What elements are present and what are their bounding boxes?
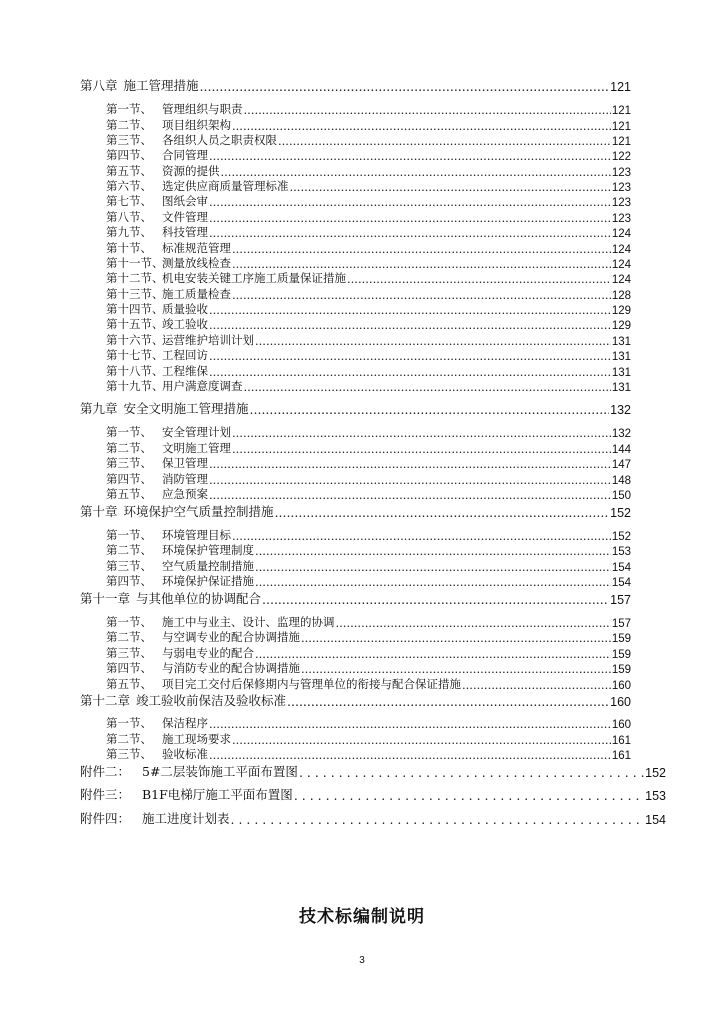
toc-entry-number: 附件四： <box>80 811 131 826</box>
toc-dot-leader <box>209 457 611 471</box>
toc-entry-page: 147 <box>611 459 631 471</box>
toc-entry-number: 第一节、 <box>106 615 152 629</box>
toc-entry-page: 124 <box>611 259 631 271</box>
toc-entry-number: 第十四节、 <box>106 302 164 316</box>
toc-section-entry[interactable] <box>106 255 631 271</box>
toc-dot-leader <box>287 694 609 709</box>
toc-dot-leader <box>209 748 611 762</box>
toc-entry-title: 竣工验收前保洁及验收标准 <box>136 693 287 708</box>
toc-entry-page: 153 <box>645 789 666 803</box>
toc-dot-leader <box>209 149 611 163</box>
toc-section-entry[interactable] <box>106 286 631 302</box>
toc-section-entry[interactable] <box>106 132 631 148</box>
toc-entry-number: 附件二： <box>80 764 131 779</box>
toc-dot-leader <box>209 226 611 240</box>
toc-entry-page: 121 <box>611 136 631 148</box>
toc-section-entry[interactable] <box>106 147 631 163</box>
toc-entry-page: 153 <box>611 546 631 558</box>
toc-section-entry[interactable] <box>106 163 631 179</box>
toc-section-entry[interactable] <box>106 193 631 209</box>
toc-entry-title: 施工进度计划表 <box>142 811 230 826</box>
toc-dot-leader <box>209 349 611 363</box>
toc-dot-leader <box>255 647 611 661</box>
toc-entry-page: 152 <box>645 766 666 780</box>
toc-dot-leader <box>209 365 611 379</box>
toc-attachment-entry[interactable] <box>80 785 666 803</box>
toc-section-entry[interactable] <box>106 101 631 117</box>
toc-dot-leader <box>200 79 610 94</box>
page-number: 3 <box>359 955 365 966</box>
toc-section-entry[interactable] <box>106 731 631 747</box>
toc-entry-title: 机电安装关键工序施工质量保证措施 <box>162 271 346 285</box>
toc-section-entry[interactable] <box>106 224 631 240</box>
toc-dot-leader <box>209 488 611 502</box>
toc-section-entry[interactable] <box>106 471 631 487</box>
toc-entry-number: 第十二章 <box>80 693 131 708</box>
toc-section-entry[interactable] <box>106 240 631 256</box>
toc-entry-title: 施工质量检查 <box>162 287 231 301</box>
toc-dot-leader <box>209 318 611 332</box>
toc-section-entry[interactable] <box>106 629 631 645</box>
toc-section-entry[interactable] <box>106 746 631 762</box>
toc-entry-title: 各组织人员之职责权限 <box>162 133 277 147</box>
toc-entry-page: 124 <box>611 244 631 256</box>
toc-dot-leader <box>250 402 610 417</box>
toc-entry-number: 第十九节、 <box>106 379 164 393</box>
toc-entry-number: 第二节、 <box>106 543 152 557</box>
toc-dot-leader <box>209 473 611 487</box>
toc-entry-title: 工程维保 <box>162 364 208 378</box>
toc-entry-title: 项目组织架构 <box>162 118 231 132</box>
toc-entry-number: 第十二节、 <box>106 271 164 285</box>
toc-entry-title: 安全管理计划 <box>162 425 231 439</box>
toc-dot-leader <box>221 165 611 179</box>
toc-entry-number: 第五节、 <box>106 164 152 178</box>
toc-section-entry[interactable] <box>106 301 631 317</box>
toc-section-entry[interactable] <box>106 573 631 589</box>
toc-chapter-entry[interactable] <box>80 691 631 709</box>
toc-entry-number: 第七节、 <box>106 194 152 208</box>
toc-entry-title: 与弱电专业的配合 <box>162 646 254 660</box>
toc-dot-leader <box>209 303 611 317</box>
toc-entry-page: 160 <box>610 695 631 709</box>
toc-entry-title: 运营维护培训计划 <box>162 333 254 347</box>
toc-entry-page: 128 <box>611 290 631 302</box>
toc-section-entry[interactable] <box>106 332 631 348</box>
toc-entry-number: 附件三： <box>80 787 131 802</box>
toc-dot-leader <box>255 575 611 589</box>
toc-section-entry[interactable] <box>106 209 631 225</box>
toc-entry-title: 质量验收 <box>162 302 208 316</box>
toc-entry-page: 152 <box>611 531 631 543</box>
toc-entry-page: 131 <box>611 351 631 363</box>
toc-entry-page: 132 <box>610 403 631 417</box>
toc-entry-page: 123 <box>611 167 631 179</box>
toc-entry-number: 第一节、 <box>106 716 152 730</box>
toc-entry-number: 第二节、 <box>106 118 152 132</box>
toc-entry-page: 154 <box>611 577 631 589</box>
toc-dot-leader <box>231 812 645 827</box>
toc-entry-title: 合同管理 <box>162 148 208 162</box>
toc-dot-leader <box>262 592 609 607</box>
toc-section-entry[interactable] <box>106 347 631 363</box>
toc-section-entry[interactable] <box>106 527 631 543</box>
toc-dot-leader <box>209 195 611 209</box>
toc-dot-leader <box>232 733 611 747</box>
toc-entry-number: 第十一章 <box>80 591 131 606</box>
toc-section-entry[interactable] <box>106 363 631 379</box>
toc-entry-title: 环境管理目标 <box>162 528 231 542</box>
toc-chapter-entry[interactable] <box>80 502 631 520</box>
toc-dot-leader <box>294 788 644 803</box>
toc-dot-leader <box>244 380 611 394</box>
toc-entry-page: 121 <box>610 80 631 94</box>
toc-entry-number: 第四节、 <box>106 472 152 486</box>
toc-entry-page: 157 <box>610 593 631 607</box>
toc-entry-title: 竣工验收 <box>162 317 208 331</box>
toc-dot-leader <box>244 103 611 117</box>
toc-section-entry[interactable] <box>106 117 631 133</box>
toc-entry-page: 121 <box>611 105 631 117</box>
toc-entry-title: 与消防专业的配合协调措施 <box>162 661 300 675</box>
toc-entry-title: 文明施工管理 <box>162 441 231 455</box>
toc-entry-number: 第三节、 <box>106 133 152 147</box>
toc-dot-leader <box>232 442 611 456</box>
toc-entry-page: 160 <box>611 680 631 692</box>
toc-entry-number: 第十八节、 <box>106 364 164 378</box>
toc-entry-title: 空气质量控制措施 <box>162 559 254 573</box>
toc-entry-title: 环境保护空气质量控制措施 <box>123 504 274 519</box>
toc-chapter-entry[interactable] <box>80 399 631 417</box>
toc-entry-page: 131 <box>611 336 631 348</box>
toc-entry-page: 159 <box>611 664 631 676</box>
toc-entry-number: 第九章 <box>80 401 118 416</box>
toc-entry-page: 131 <box>611 382 631 394</box>
toc-dot-leader <box>462 678 611 692</box>
toc-entry-title: 资源的提供 <box>162 164 220 178</box>
toc-entry-title: 标准规范管理 <box>162 241 231 255</box>
toc-entry-title: B1F电梯厅施工平面布置图 <box>142 787 293 802</box>
toc-section-entry[interactable] <box>106 424 631 440</box>
toc-section-entry[interactable] <box>106 660 631 676</box>
toc-entry-number: 第一节、 <box>106 102 152 116</box>
toc-attachment-entry[interactable] <box>80 762 666 780</box>
toc-dot-leader <box>232 119 611 133</box>
toc-entry-title: 选定供应商质量管理标准 <box>162 179 289 193</box>
toc-entry-title: 科技管理 <box>162 225 208 239</box>
toc-entry-page: 161 <box>611 735 631 747</box>
toc-entry-title: 保洁程序 <box>162 716 208 730</box>
toc-section-entry[interactable] <box>106 645 631 661</box>
toc-section-entry[interactable] <box>106 715 631 731</box>
toc-entry-number: 第十章 <box>80 504 118 519</box>
toc-attachment-entry[interactable] <box>80 809 666 827</box>
toc-dot-leader <box>299 765 644 780</box>
toc-dot-leader <box>278 134 611 148</box>
toc-entry-page: 124 <box>611 274 631 286</box>
toc-entry-number: 第十七节、 <box>106 348 164 362</box>
toc-entry-number: 第十节、 <box>106 241 152 255</box>
toc-entry-number: 第二节、 <box>106 441 152 455</box>
toc-entry-page: 121 <box>611 121 631 133</box>
toc-entry-title: 环境保护保证措施 <box>162 574 254 588</box>
toc-entry-number: 第一节、 <box>106 425 152 439</box>
toc-dot-leader <box>232 242 611 256</box>
toc-dot-leader <box>290 180 611 194</box>
toc-entry-number: 第九节、 <box>106 225 152 239</box>
toc-entry-title: 与其他单位的协调配合 <box>136 591 262 606</box>
toc-entry-title: 用户满意度调查 <box>162 379 243 393</box>
toc-entry-title: 图纸会审 <box>162 194 208 208</box>
toc-entry-number: 第六节、 <box>106 179 152 193</box>
toc-chapter-entry[interactable] <box>80 589 631 607</box>
toc-entry-page: 154 <box>611 562 631 574</box>
toc-entry-number: 第八节、 <box>106 210 152 224</box>
toc-entry-title: 施工中与业主、设计、监理的协调 <box>162 615 335 629</box>
toc-entry-title: 与空调专业的配合协调措施 <box>162 630 300 644</box>
toc-entry-number: 第十一节、 <box>106 256 164 270</box>
toc-entry-page: 144 <box>611 444 631 456</box>
toc-entry-page: 132 <box>611 428 631 440</box>
toc-section-entry[interactable] <box>106 676 631 692</box>
toc-entry-number: 第四节、 <box>106 574 152 588</box>
toc-entry-number: 第五节、 <box>106 487 152 501</box>
toc-section-entry[interactable] <box>106 614 631 630</box>
toc-entry-page: 131 <box>611 367 631 379</box>
toc-entry-page: 124 <box>611 228 631 240</box>
toc-chapter-entry[interactable] <box>80 76 631 94</box>
toc-section-entry[interactable] <box>106 378 631 394</box>
toc-entry-number: 第三节、 <box>106 456 152 470</box>
toc-entry-page: 123 <box>611 197 631 209</box>
toc-entry-number: 第十三节、 <box>106 287 164 301</box>
toc-dot-leader <box>347 272 611 286</box>
toc-entry-number: 第十六节、 <box>106 333 164 347</box>
toc-entry-title: 5#二层装饰施工平面布置图 <box>142 764 298 779</box>
toc-entry-page: 123 <box>611 213 631 225</box>
toc-section-entry[interactable] <box>106 316 631 332</box>
toc-dot-leader <box>301 631 611 645</box>
toc-entry-page: 154 <box>645 813 666 827</box>
toc-entry-page: 161 <box>611 750 631 762</box>
toc-section-entry[interactable] <box>106 558 631 574</box>
toc-dot-leader <box>336 616 611 630</box>
toc-dot-leader <box>255 560 611 574</box>
toc-dot-leader <box>232 529 611 543</box>
toc-entry-page: 148 <box>611 475 631 487</box>
toc-entry-number: 第四节、 <box>106 148 152 162</box>
toc-entry-number: 第五节、 <box>106 677 152 691</box>
toc-entry-title: 消防管理 <box>162 472 208 486</box>
toc-dot-leader <box>232 288 611 302</box>
toc-section-entry[interactable] <box>106 270 631 286</box>
toc-entry-page: 152 <box>610 506 631 520</box>
toc-dot-leader <box>209 717 611 731</box>
toc-entry-title: 施工现场要求 <box>162 732 231 746</box>
toc-section-entry[interactable] <box>106 542 631 558</box>
toc-entry-page: 122 <box>611 151 631 163</box>
toc-dot-leader <box>275 505 610 520</box>
toc-entry-page: 159 <box>611 633 631 645</box>
toc-entry-title: 工程回访 <box>162 348 208 362</box>
toc-dot-leader <box>301 662 611 676</box>
toc-dot-leader <box>232 257 611 271</box>
toc-entry-page: 160 <box>611 719 631 731</box>
toc-entry-title: 环境保护管理制度 <box>162 543 254 557</box>
toc-entry-number: 第一节、 <box>106 528 152 542</box>
section-heading: 技术标编制说明 <box>299 907 425 927</box>
toc-dot-leader <box>209 211 611 225</box>
toc-entry-title: 管理组织与职责 <box>162 102 243 116</box>
toc-entry-title: 保卫管理 <box>162 456 208 470</box>
toc-entry-page: 150 <box>611 490 631 502</box>
toc-entry-title: 文件管理 <box>162 210 208 224</box>
toc-entry-title: 施工管理措施 <box>123 78 199 93</box>
toc-entry-title: 项目完工交付后保修期内与管理单位的衔接与配合保证措施 <box>162 677 461 691</box>
toc-entry-page: 159 <box>611 649 631 661</box>
toc-section-entry[interactable] <box>106 440 631 456</box>
toc-dot-leader <box>232 426 611 440</box>
toc-entry-title: 安全文明施工管理措施 <box>123 401 249 416</box>
toc-dot-leader <box>255 334 611 348</box>
toc-entry-number: 第三节、 <box>106 559 152 573</box>
toc-section-entry[interactable] <box>106 455 631 471</box>
toc-entry-title: 验收标准 <box>162 747 208 761</box>
toc-entry-number: 第二节、 <box>106 732 152 746</box>
toc-section-entry[interactable] <box>106 486 631 502</box>
toc-entry-page: 129 <box>611 320 631 332</box>
toc-entry-number: 第四节、 <box>106 661 152 675</box>
toc-entry-number: 第三节、 <box>106 747 152 761</box>
toc-entry-title: 测量放线检查 <box>162 256 231 270</box>
toc-entry-title: 应急预案 <box>162 487 208 501</box>
toc-entry-page: 129 <box>611 305 631 317</box>
toc-dot-leader <box>255 544 611 558</box>
toc-entry-number: 第十五节、 <box>106 317 164 331</box>
toc-entry-number: 第八章 <box>80 78 118 93</box>
toc-entry-number: 第三节、 <box>106 646 152 660</box>
toc-section-entry[interactable] <box>106 178 631 194</box>
toc-entry-number: 第二节、 <box>106 630 152 644</box>
toc-entry-page: 157 <box>611 618 631 630</box>
toc-entry-page: 123 <box>611 182 631 194</box>
